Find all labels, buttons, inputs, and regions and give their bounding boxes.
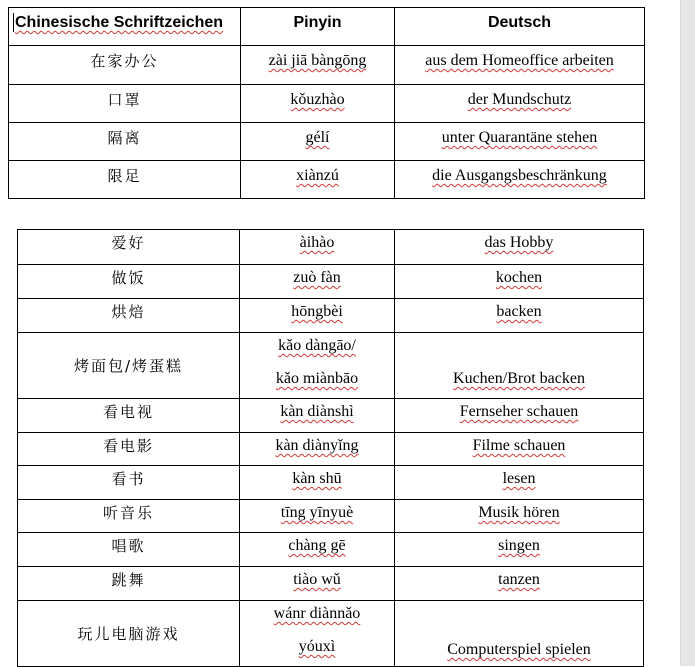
- deutsch-text: singen: [498, 537, 540, 554]
- header-cell-deutsch[interactable]: [395, 8, 645, 46]
- cell-pinyin[interactable]: [241, 123, 395, 161]
- chinese-text: 做饭: [111, 269, 146, 287]
- cell-chinese[interactable]: [18, 299, 240, 333]
- deutsch-text: der Mundschutz: [467, 91, 572, 108]
- cell-deutsch[interactable]: [395, 601, 644, 667]
- cell-pinyin[interactable]: [240, 399, 395, 433]
- cell-pinyin[interactable]: [241, 46, 395, 85]
- chinese-text: 烘焙: [111, 303, 146, 321]
- cell-chinese[interactable]: [18, 333, 240, 399]
- cell-deutsch[interactable]: [395, 567, 644, 601]
- deutsch-text: aus dem Homeoffice arbeiten: [425, 52, 614, 69]
- deutsch-text: Kuchen/Brot backen: [453, 370, 585, 387]
- cell-chinese[interactable]: [18, 533, 240, 567]
- cell-deutsch[interactable]: [395, 230, 644, 265]
- pinyin-text: zuò fàn: [293, 269, 341, 286]
- deutsch-text: lesen: [502, 470, 536, 487]
- pinyin-text: kàn diànyǐng: [275, 437, 359, 454]
- chinese-text: 听音乐: [102, 504, 154, 522]
- deutsch-text: Musik hören: [478, 504, 560, 521]
- chinese-text: 看电影: [102, 437, 154, 455]
- cell-pinyin[interactable]: [240, 500, 395, 533]
- header-pinyin-label: Pinyin: [293, 14, 342, 31]
- deutsch-text: Computerspiel spielen: [447, 641, 591, 658]
- cell-chinese[interactable]: [18, 265, 240, 299]
- cell-pinyin[interactable]: [240, 230, 395, 265]
- cell-pinyin[interactable]: [240, 533, 395, 567]
- cell-chinese[interactable]: [9, 85, 241, 123]
- cell-pinyin[interactable]: [240, 466, 395, 500]
- cell-deutsch[interactable]: [395, 333, 644, 399]
- header-deutsch-label: Deutsch: [487, 14, 552, 31]
- cell-pinyin[interactable]: [240, 601, 395, 667]
- cell-chinese[interactable]: [18, 567, 240, 601]
- cell-deutsch[interactable]: [395, 500, 644, 533]
- cell-pinyin[interactable]: [241, 85, 395, 123]
- chinese-text: 隔离: [107, 129, 142, 147]
- chinese-text: 看电视: [102, 403, 154, 421]
- vocabulary-table-hobbies: [17, 229, 644, 667]
- header-cell-pinyin[interactable]: [241, 8, 395, 46]
- vertical-scrollbar[interactable]: [680, 0, 695, 666]
- cell-chinese[interactable]: [18, 466, 240, 500]
- cell-deutsch[interactable]: [395, 433, 644, 466]
- cell-pinyin[interactable]: [240, 433, 395, 466]
- vocabulary-table-main: [8, 7, 645, 199]
- chinese-text: 跳舞: [111, 571, 146, 589]
- pinyin-text: tiào wǔ: [293, 571, 341, 588]
- cell-chinese[interactable]: [18, 433, 240, 466]
- cell-deutsch[interactable]: [395, 466, 644, 500]
- table-row: [18, 466, 644, 500]
- cell-pinyin[interactable]: [240, 567, 395, 601]
- table-row: [18, 333, 644, 399]
- table-row: [18, 265, 644, 299]
- deutsch-text: Filme schauen: [472, 437, 566, 454]
- cell-chinese[interactable]: [18, 399, 240, 433]
- cell-deutsch[interactable]: [395, 123, 645, 161]
- cell-chinese[interactable]: [9, 46, 241, 85]
- pinyin-text: chàng gē: [288, 537, 346, 554]
- cell-chinese[interactable]: [9, 161, 241, 199]
- cell-deutsch[interactable]: [395, 299, 644, 333]
- cell-deutsch[interactable]: [395, 46, 645, 85]
- chinese-text: 口罩: [107, 91, 142, 109]
- pinyin-text-line2: yóuxì: [298, 638, 336, 655]
- deutsch-text: die Ausgangsbeschränkung: [432, 167, 607, 184]
- pinyin-text-line2: kǎo miànbāo: [275, 370, 359, 387]
- pinyin-text: kǒuzhào: [290, 91, 345, 108]
- cell-deutsch[interactable]: [395, 161, 645, 199]
- table-row: [9, 161, 645, 199]
- chinese-text: 在家办公: [90, 52, 159, 70]
- header-cell-chinese[interactable]: [9, 8, 241, 46]
- table-row: [9, 46, 645, 85]
- table-row: [18, 500, 644, 533]
- pinyin-text: àihào: [299, 234, 335, 251]
- cell-chinese[interactable]: [18, 601, 240, 667]
- pinyin-text: tīng yīnyuè: [280, 504, 354, 521]
- table-row: [18, 533, 644, 567]
- table-row: [18, 601, 644, 667]
- pinyin-text-line1: kǎo dàngāo/: [278, 337, 356, 354]
- cell-chinese[interactable]: [18, 500, 240, 533]
- pinyin-text: xiànzú: [296, 167, 339, 184]
- table-row: [18, 230, 644, 265]
- chinese-text: 限足: [107, 167, 142, 185]
- pinyin-text: kàn diànshì: [280, 403, 354, 420]
- pinyin-text: kàn shū: [292, 470, 342, 487]
- deutsch-text: kochen: [495, 269, 543, 286]
- cell-pinyin[interactable]: [241, 161, 395, 199]
- deutsch-text: Fernseher schauen: [459, 403, 579, 420]
- text-cursor: [13, 13, 14, 32]
- cell-pinyin[interactable]: [240, 265, 395, 299]
- table-row: [9, 123, 645, 161]
- pinyin-text: zài jiā bàngōng: [268, 52, 367, 69]
- table-row: [18, 299, 644, 333]
- pinyin-text: gélí: [305, 129, 330, 146]
- cell-deutsch[interactable]: [395, 85, 645, 123]
- table-header-row: [9, 8, 645, 46]
- cell-chinese[interactable]: [9, 123, 241, 161]
- chinese-text: 爱好: [111, 234, 146, 252]
- cell-pinyin[interactable]: [240, 333, 395, 399]
- table-row: [18, 567, 644, 601]
- cell-deutsch[interactable]: [395, 399, 644, 433]
- deutsch-text: tanzen: [498, 571, 540, 588]
- chinese-text: 看书: [111, 470, 146, 488]
- table-row: [18, 433, 644, 466]
- table-row: [18, 399, 644, 433]
- pinyin-text: hōngbèi: [291, 303, 343, 320]
- cell-deutsch[interactable]: [395, 265, 644, 299]
- table-row: [9, 85, 645, 123]
- chinese-text: 唱歌: [111, 537, 146, 555]
- cell-deutsch[interactable]: [395, 533, 644, 567]
- deutsch-text: das Hobby: [484, 234, 554, 251]
- cell-chinese[interactable]: [18, 230, 240, 265]
- cell-pinyin[interactable]: [240, 299, 395, 333]
- header-chinese-label: Chinesische Schriftzeichen: [15, 14, 224, 31]
- chinese-text: 烤面包/烤蛋糕: [73, 356, 184, 375]
- deutsch-text: backen: [496, 303, 542, 320]
- chinese-text: 玩儿电脑游戏: [77, 624, 180, 643]
- pinyin-text-line1: wánr diànnǎo: [273, 605, 361, 622]
- deutsch-text: unter Quarantäne stehen: [441, 129, 598, 146]
